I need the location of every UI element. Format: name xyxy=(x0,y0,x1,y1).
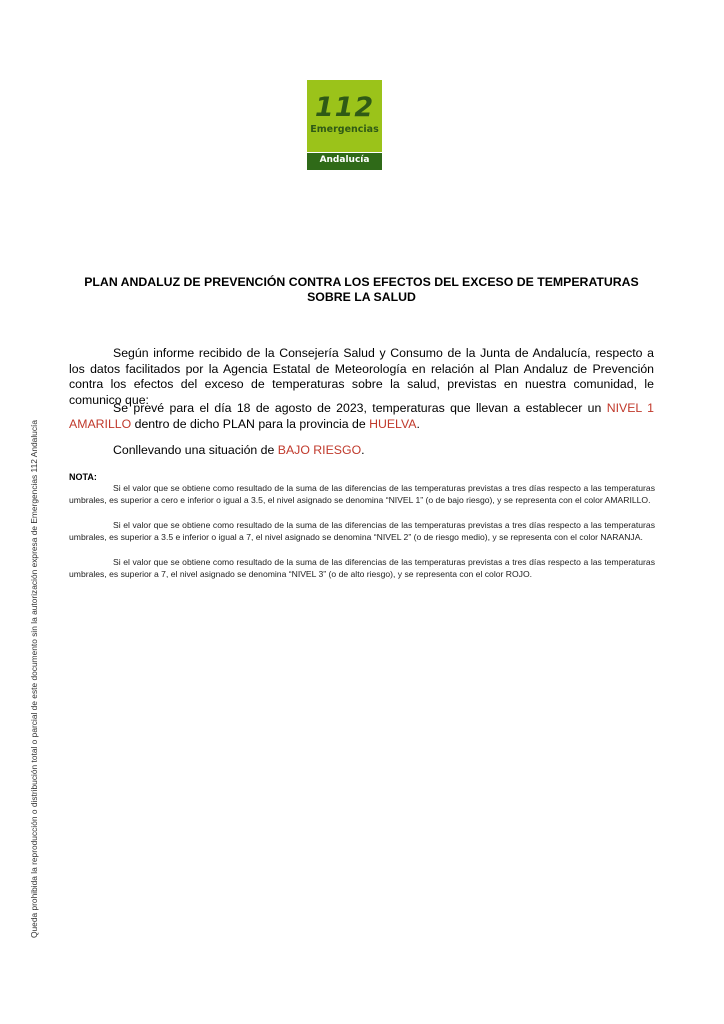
nota-item-nivel-2: Si el valor que se obtiene como resultado de la suma de las diferencias de las temperaturas previstas a tres días respecto a las temperaturas umbrales, es superior a 3.5 e inferior o igual a 7, el nivel asignado se denomina “NIVEL 2” (o de riesgo medio), y se representa con el color NARANJA. xyxy=(69,520,655,542)
nota-item-nivel-1: Si el valor que se obtiene como resultado de la suma de las diferencias de las temperaturas previstas a tres días respecto a las temperaturas umbrales, es superior a cero e inferior o igual a 3.5, el nivel asignado se denomina “NIVEL 1” (o de bajo riesgo), y se representa con el color AMARILLO. xyxy=(69,483,655,505)
forecast-suffix: . xyxy=(416,416,420,431)
intro-paragraph: Según informe recibido de la Consejería Salud y Consumo de la Junta de Andalucía, respecto a los datos facilitados por la Agencia Estatal de Meteorología en relación al Plan Andaluz de Prevención contra los efectos del exceso de temperaturas sobre la salud, previstas en nuestra comunidad, le comunico que: xyxy=(69,346,654,407)
title-line-1: PLAN ANDALUZ DE PREVENCIÓN CONTRA LOS EFECTOS DEL EXCESO DE TEMPERATURAS xyxy=(84,275,639,289)
logo-region-band xyxy=(307,152,382,170)
risk-prefix: Conllevando una situación de xyxy=(113,443,278,457)
logo-number: 112 xyxy=(314,92,375,123)
alert-level: NIVEL 1 AMARILLO xyxy=(69,401,654,431)
logo-region: Andalucía xyxy=(319,155,370,165)
risk-level: BAJO RIESGO xyxy=(277,443,362,457)
emergencias-112-logo xyxy=(307,80,382,170)
province-name: HUELVA xyxy=(369,416,417,431)
reproduction-notice: Queda prohibida la reproducción o distribución total o parcial de este documento sin la autorización expresa de Emergencias 112 Andalucía xyxy=(29,419,39,938)
forecast-paragraph xyxy=(69,401,654,432)
risk-suffix: . xyxy=(361,443,365,457)
forecast-middle: dentro de dicho PLAN para la provincia de xyxy=(131,416,370,431)
title-line-2: SOBRE LA SALUD xyxy=(307,290,416,304)
forecast-prefix: Se prevé para el día 18 de agosto de 2023, temperaturas que llevan a establecer un xyxy=(113,401,607,415)
nota-item-nivel-3: Si el valor que se obtiene como resultado de la suma de las diferencias de las temperaturas previstas a tres días respecto a las temperaturas umbrales, es superior a 7, el nivel asignado se denomina “NIVEL 3” (o de alto riesgo), y se representa con el color ROJO. xyxy=(69,557,655,579)
document-title xyxy=(60,275,663,305)
nota-heading: NOTA: xyxy=(69,472,97,482)
logo-service: Emergencias xyxy=(310,124,379,135)
risk-paragraph xyxy=(69,443,654,459)
